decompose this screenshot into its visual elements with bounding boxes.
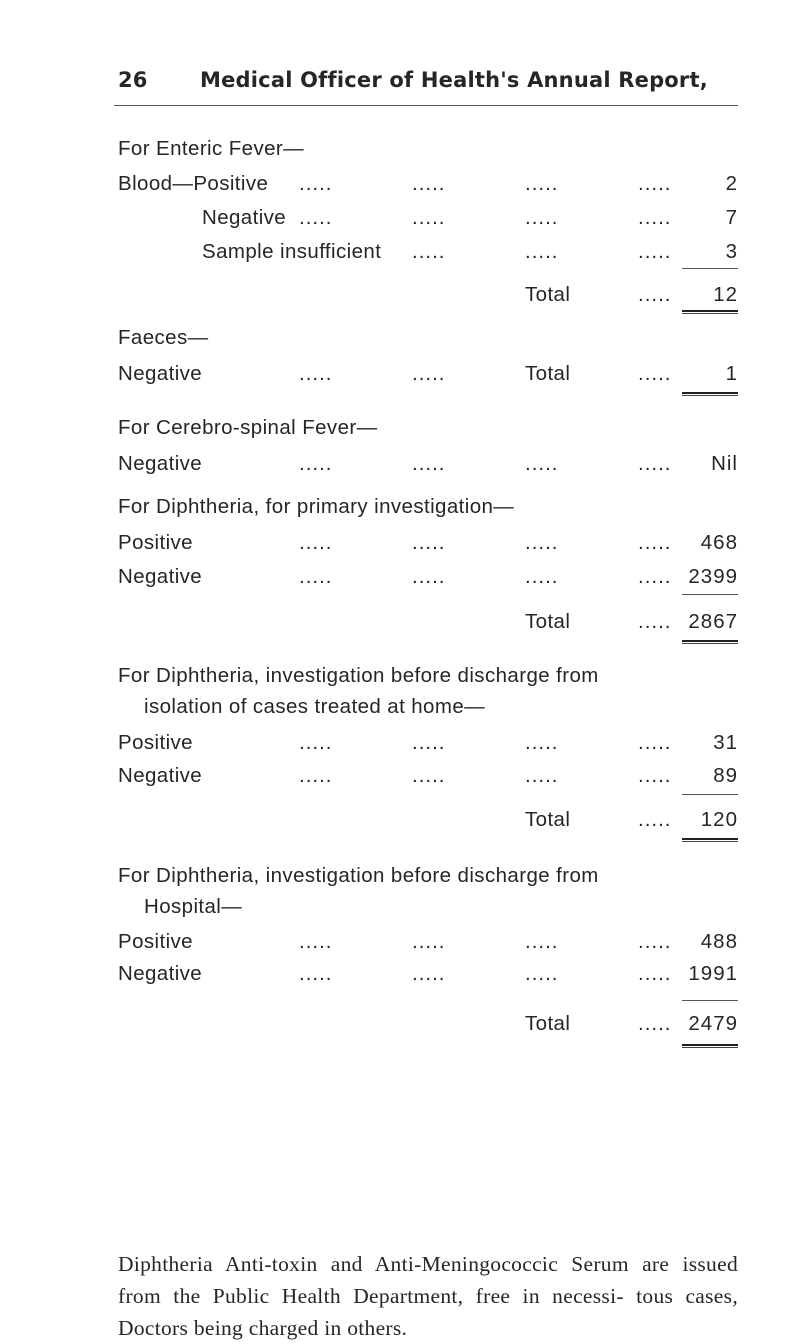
leader-dots: ..... [299,206,333,229]
total-label: Total [525,1012,571,1035]
diph-primary-heading: For Diphtheria, for primary investigation— [118,495,515,518]
diph-home-negative-value: 89 [713,764,738,787]
leader-dots: ..... [412,206,446,229]
diph-primary-negative-value: 2399 [688,565,738,588]
enteric-negative-value: 7 [725,206,738,229]
leader-dots: ..... [299,565,333,588]
leader-dots: ..... [638,930,672,953]
leader-dots: ..... [299,731,333,754]
diph-primary-total-value: 2867 [688,610,738,633]
total-label: Total [525,808,571,831]
subtotal-rule [682,794,738,795]
leader-dots: ..... [525,172,559,195]
diph-hospital-heading-line2: Hospital— [144,895,243,918]
cerebro-negative-label: Negative [118,452,203,475]
leader-dots: ..... [638,172,672,195]
leader-dots: ..... [299,764,333,787]
cerebro-negative-value: Nil [711,452,738,475]
diph-home-positive-label: Positive [118,731,193,754]
enteric-positive-value: 2 [725,172,738,195]
leader-dots: ..... [525,764,559,787]
diph-primary-positive-value: 468 [700,531,738,554]
subtotal-rule [682,268,738,269]
leader-dots: ..... [638,808,672,831]
enteric-insufficient-label: Sample insufficient [202,240,382,263]
leader-dots: ..... [638,206,672,229]
leader-dots: ..... [412,731,446,754]
diph-hospital-negative-label: Negative [118,962,203,985]
leader-dots: ..... [412,764,446,787]
diph-primary-positive-label: Positive [118,531,193,554]
diph-hospital-total-value: 2479 [688,1012,738,1035]
diph-home-total-value: 120 [700,808,738,831]
leader-dots: ..... [525,565,559,588]
total-double-rule [682,640,738,644]
leader-dots: ..... [638,731,672,754]
leader-dots: ..... [638,531,672,554]
leader-dots: ..... [412,240,446,263]
total-label: Total [525,283,571,306]
leader-dots: ..... [299,172,333,195]
leader-dots: ..... [638,240,672,263]
leader-dots: ..... [638,565,672,588]
faeces-total-value: 1 [725,362,738,385]
diph-home-negative-label: Negative [118,764,203,787]
leader-dots: ..... [638,764,672,787]
total-double-rule [682,392,738,396]
diph-hospital-positive-value: 488 [700,930,738,953]
enteric-total-value: 12 [713,283,738,306]
faeces-heading: Faeces— [118,326,209,349]
diph-hospital-negative-value: 1991 [688,962,738,985]
total-double-rule [682,310,738,314]
diph-primary-negative-label: Negative [118,565,203,588]
leader-dots: ..... [638,610,672,633]
total-label: Total [525,610,571,633]
leader-dots: ..... [412,172,446,195]
diph-home-heading-line1: For Diphtheria, investigation before discharge from [118,664,599,687]
enteric-negative-label: Negative [202,206,287,229]
total-double-rule [682,838,738,842]
diph-home-heading-line2: isolation of cases treated at home— [144,695,486,718]
header-rule [114,105,738,106]
enteric-heading: For Enteric Fever— [118,137,305,160]
enteric-blood-label: Blood—Positive [118,172,269,195]
header-title: Medical Officer of Health's Annual Report, [200,68,708,92]
leader-dots: ..... [412,362,446,385]
leader-dots: ..... [525,962,559,985]
leader-dots: ..... [525,930,559,953]
leader-dots: ..... [638,283,672,306]
leader-dots: ..... [299,930,333,953]
leader-dots: ..... [412,962,446,985]
leader-dots: ..... [638,962,672,985]
total-double-rule [682,1044,738,1048]
subtotal-rule [682,1000,738,1001]
leader-dots: ..... [525,206,559,229]
leader-dots: ..... [412,531,446,554]
leader-dots: ..... [525,452,559,475]
leader-dots: ..... [638,452,672,475]
leader-dots: ..... [412,930,446,953]
leader-dots: ..... [638,1012,672,1035]
leader-dots: ..... [299,362,333,385]
leader-dots: ..... [412,565,446,588]
leader-dots: ..... [525,240,559,263]
footer-paragraph: Diphtheria Anti-toxin and Anti-Meningococcic Serum are issued from the Public Health Department, free in necessi- tous cases, Doctors being charged in others. [118,1252,738,1340]
enteric-insufficient-value: 3 [725,240,738,263]
leader-dots: ..... [299,452,333,475]
leader-dots: ..... [412,452,446,475]
leader-dots: ..... [525,531,559,554]
leader-dots: ..... [638,362,672,385]
total-label: Total [525,362,571,385]
faeces-negative-label: Negative [118,362,203,385]
leader-dots: ..... [525,731,559,754]
diph-home-positive-value: 31 [713,731,738,754]
cerebro-heading: For Cerebro-spinal Fever— [118,416,378,439]
diph-hospital-positive-label: Positive [118,930,193,953]
leader-dots: ..... [299,962,333,985]
subtotal-rule [682,594,738,595]
page-number: 26 [118,68,148,92]
diph-hospital-heading-line1: For Diphtheria, investigation before discharge from [118,864,599,887]
leader-dots: ..... [299,531,333,554]
